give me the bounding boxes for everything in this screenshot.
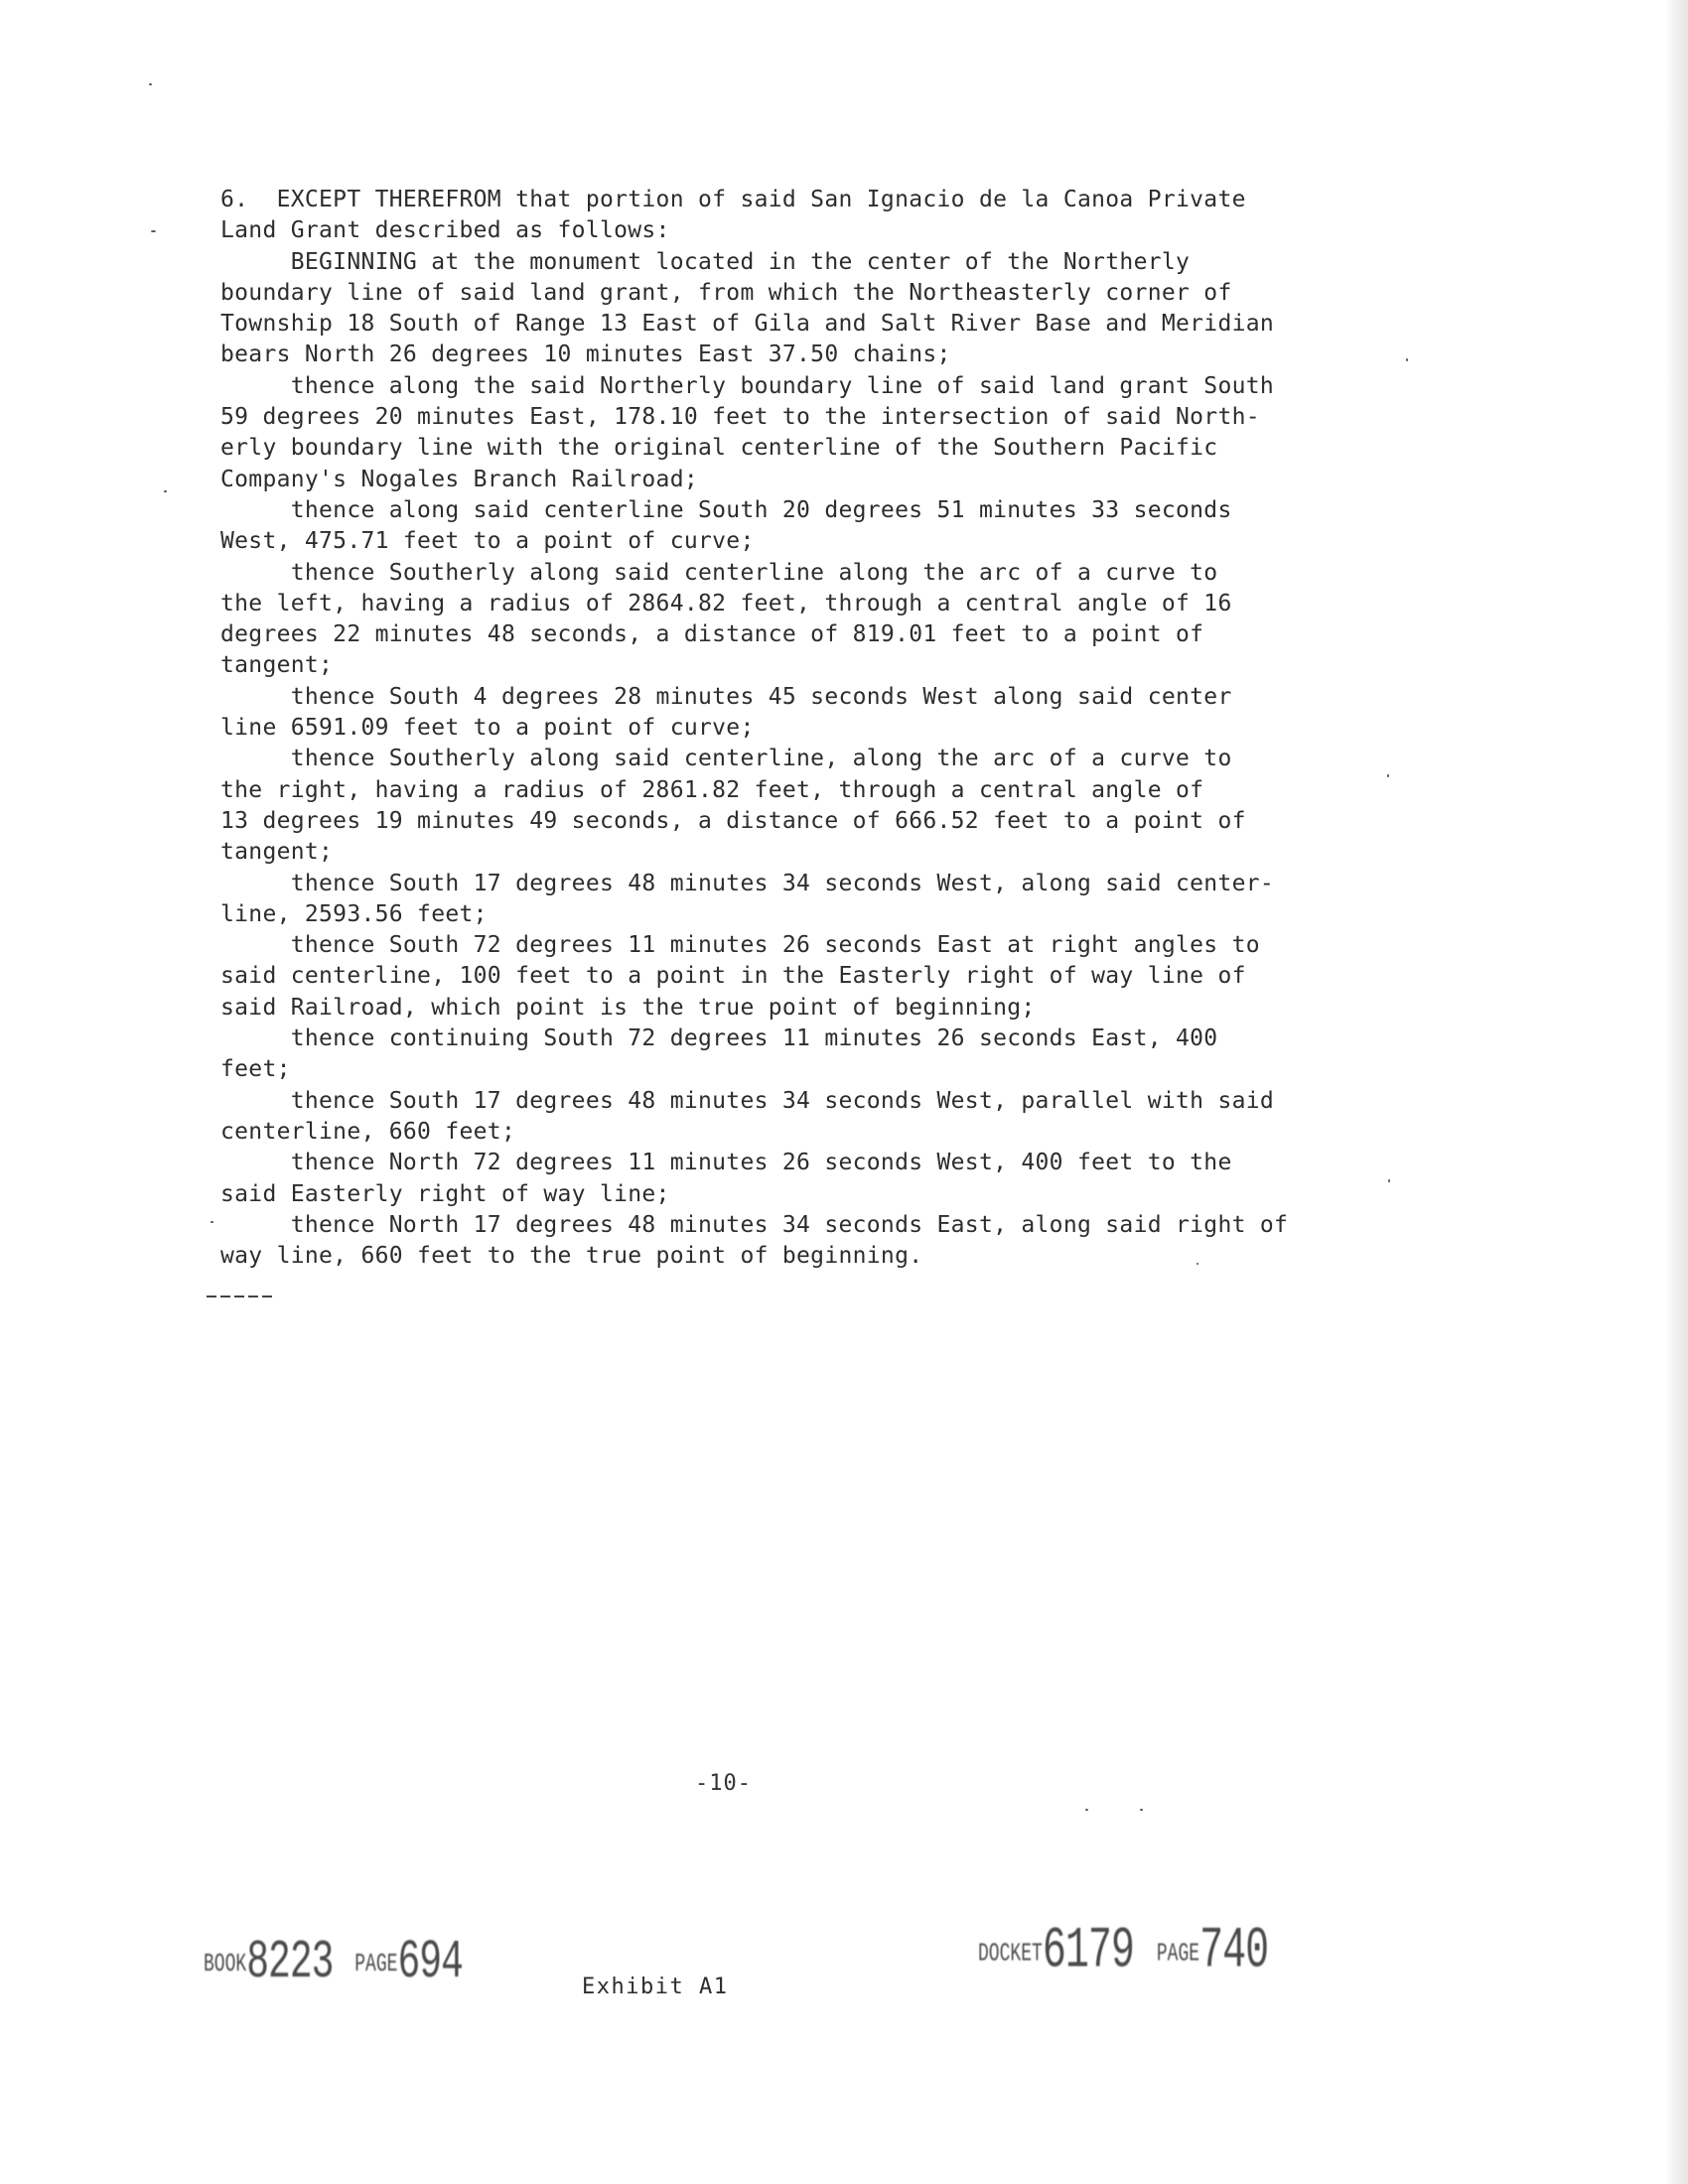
text-line: thence North 17 degrees 48 minutes 34 seconds East, along said right of	[220, 1211, 1289, 1238]
text-line: line, 2593.56 feet;	[220, 900, 488, 927]
stamp-page-prefix: PAGE	[354, 1950, 398, 1979]
text-line: centerline, 660 feet;	[220, 1118, 516, 1145]
scan-speck	[151, 230, 156, 232]
text-line: thence along the said Northerly boundary line of said land grant South	[220, 372, 1275, 399]
stamp-book-number: 8223	[246, 1932, 334, 1994]
text-line: line 6591.09 feet to a point of curve;	[220, 715, 755, 742]
text-line: erly boundary line with the original centerline of the Southern Pacific	[220, 435, 1218, 462]
scan-speck	[1140, 1809, 1143, 1811]
text-line: thence South 72 degrees 11 minutes 26 seconds East at right angles to	[220, 932, 1260, 959]
exhibit-label: Exhibit A1	[582, 1975, 729, 1999]
text-line: thence South 17 degrees 48 minutes 34 seconds West, parallel with said	[220, 1087, 1275, 1114]
text-line: thence Southerly along said centerline along the arc of a curve to	[220, 559, 1218, 586]
text-line: degrees 22 minutes 48 seconds, a distance of 819.01 feet to a point of	[220, 621, 1204, 648]
text-line: said centerline, 100 feet to a point in the Easterly right of way line of	[220, 963, 1246, 990]
scan-speck	[149, 83, 152, 85]
end-rule	[207, 1296, 274, 1297]
scan-edge-shadow	[1666, 0, 1688, 2184]
text-line: thence North 72 degrees 11 minutes 26 seconds West, 400 feet to the	[220, 1150, 1232, 1176]
text-line: Land Grant described as follows:	[220, 217, 670, 244]
text-line: 6. EXCEPT THEREFROM that portion of said San Ignacio de la Canoa Private	[220, 187, 1246, 212]
text-line: West, 475.71 feet to a point of curve;	[220, 528, 755, 555]
recording-stamp-right	[978, 1920, 1268, 1984]
text-line: Township 18 South of Range 13 East of Gila and Salt River Base and Meridian	[220, 311, 1275, 338]
text-line: way line, 660 feet to the true point of beginning.	[220, 1243, 923, 1270]
text-line: said Railroad, which point is the true point of beginning;	[220, 994, 1036, 1021]
text-line: said Easterly right of way line;	[220, 1180, 670, 1207]
stamp-book-number: 6179	[1042, 1920, 1134, 1985]
text-line: Company's Nogales Branch Railroad;	[220, 466, 699, 492]
text-line: tangent;	[220, 652, 334, 679]
stamp-page-number: 740	[1199, 1920, 1269, 1985]
text-line: the right, having a radius of 2861.82 feet, through a central angle of	[220, 776, 1204, 803]
stamp-page-prefix: PAGE	[1156, 1940, 1200, 1970]
text-line: 13 degrees 19 minutes 49 seconds, a distance of 666.52 feet to a point of	[220, 807, 1246, 834]
text-line: feet;	[220, 1056, 291, 1083]
stamp-prefix: DOCKET	[978, 1940, 1043, 1970]
text-line: thence South 17 degrees 48 minutes 34 seconds West, along said center-	[220, 870, 1275, 896]
recording-stamp-left	[204, 1932, 463, 1993]
text-line: boundary line of said land grant, from which the Northeasterly corner of	[220, 279, 1232, 306]
text-line: the left, having a radius of 2864.82 feet, through a central angle of 16	[220, 590, 1232, 616]
text-line: thence along said centerline South 20 degrees 51 minutes 33 seconds	[220, 496, 1232, 523]
text-line: thence Southerly along said centerline, along the arc of a curve to	[220, 746, 1232, 772]
text-line: bears North 26 degrees 10 minutes East 37.50 chains;	[220, 341, 951, 368]
stamp-prefix: BOOK	[204, 1950, 247, 1979]
stamp-page-number: 694	[397, 1932, 463, 1994]
text-line: thence South 4 degrees 28 minutes 45 seconds West along said center	[220, 683, 1232, 710]
scan-speck	[164, 490, 167, 492]
text-line: 59 degrees 20 minutes East, 178.10 feet to the intersection of said North-	[220, 404, 1260, 431]
page-number: -10-	[695, 1771, 752, 1796]
scan-speck	[211, 1221, 213, 1223]
legal-description-text	[220, 185, 1412, 1272]
scan-speck	[1085, 1809, 1088, 1811]
text-line: thence continuing South 72 degrees 11 minutes 26 seconds East, 400	[220, 1025, 1218, 1052]
text-line: BEGINNING at the monument located in the center of the Northerly	[220, 248, 1191, 275]
text-line: tangent;	[220, 839, 334, 866]
